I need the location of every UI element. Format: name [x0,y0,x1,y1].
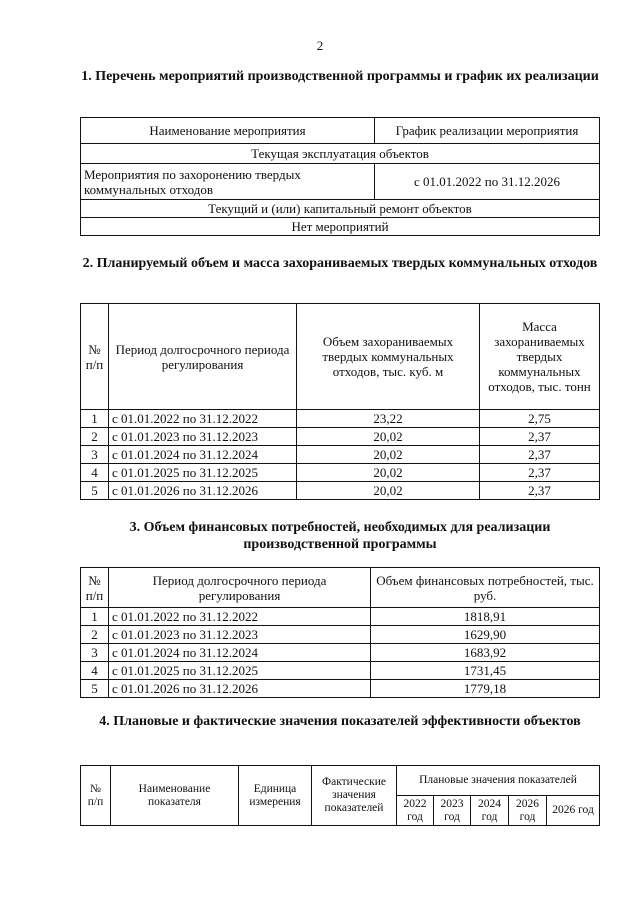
row-amount: 1629,90 [371,626,600,644]
row-amount: 1731,45 [371,662,600,680]
header-period: Период долгосрочного периода регулирования [109,568,371,608]
table-row [81,464,600,482]
group-current-operation: Текущая эксплуатация объектов [81,144,600,164]
table-row [81,608,600,626]
header-year: 2023 год [434,796,471,826]
header-volume: Объем захораниваемых твердых коммунальных отходов, тыс. куб. м [297,304,480,410]
row-amount: 1779,18 [371,680,600,698]
events-table [80,117,600,236]
header-planned-values: Плановые значения показателей [397,766,600,796]
table-row [81,680,600,698]
row-num: 1 [81,410,109,428]
header-year: 2024 год [471,796,509,826]
table-row [81,662,600,680]
row-period: с 01.01.2026 по 31.12.2026 [109,680,371,698]
row-period: с 01.01.2025 по 31.12.2025 [109,464,297,482]
row-mass: 2,37 [480,428,600,446]
row-mass: 2,37 [480,464,600,482]
section-2-title: 2. Планируемый объем и масса захораниваемых твердых коммунальных отходов [82,256,598,271]
efficiency-indicators-table [80,765,600,826]
event-name: Мероприятия по захоронению твердых коммунальных отходов [81,164,375,200]
row-period: с 01.01.2022 по 31.12.2022 [109,608,371,626]
waste-volume-table [80,303,600,500]
group-repair: Текущий и (или) капитальный ремонт объектов [81,200,600,218]
row-num: 5 [81,680,109,698]
row-period: с 01.01.2023 по 31.12.2023 [109,428,297,446]
row-period: с 01.01.2025 по 31.12.2025 [109,662,371,680]
row-num: 3 [81,644,109,662]
row-volume: 20,02 [297,446,480,464]
row-num: 5 [81,482,109,500]
table-row [81,626,600,644]
row-amount: 1683,92 [371,644,600,662]
row-num: 1 [81,608,109,626]
row-period: с 01.01.2022 по 31.12.2022 [109,410,297,428]
row-num: 4 [81,662,109,680]
table-row [81,644,600,662]
row-period: с 01.01.2024 по 31.12.2024 [109,644,371,662]
row-volume: 20,02 [297,482,480,500]
row-num: 2 [81,428,109,446]
header-event-name: Наименование мероприятия [81,118,375,144]
header-num: № п/п [81,304,109,410]
header-mass: Масса захораниваемых твердых коммунальных отходов, тыс. тонн [480,304,600,410]
header-indicator-name: Наименование показателя [111,766,239,826]
header-period: Период долгосрочного периода регулирования [109,304,297,410]
row-amount: 1818,91 [371,608,600,626]
section-4-title: 4. Плановые и фактические значения показателей эффективности объектов [99,714,581,729]
section-3-title: 3. Объем финансовых потребностей, необходимых для реализации производственной программы [129,520,551,552]
table-row [81,410,600,428]
header-unit: Единица измерения [239,766,312,826]
header-financial: Объем финансовых потребностей, тыс. руб. [371,568,600,608]
row-volume: 20,02 [297,464,480,482]
row-volume: 23,22 [297,410,480,428]
row-mass: 2,37 [480,482,600,500]
row-mass: 2,37 [480,446,600,464]
header-num: № п/п [81,766,111,826]
header-year: 2026 год [509,796,547,826]
row-period: с 01.01.2023 по 31.12.2023 [109,626,371,644]
table-row [81,428,600,446]
header-num: № п/п [81,568,109,608]
no-events: Нет мероприятий [81,218,600,236]
header-year: 2026 год [547,796,600,826]
event-schedule: с 01.01.2022 по 31.12.2026 [375,164,600,200]
row-num: 4 [81,464,109,482]
header-actual-values: Фактические значения показателей [312,766,397,826]
section-1-title: 1. Перечень мероприятий производственной программы и график их реализации [81,69,599,84]
header-event-schedule: График реализации мероприятия [375,118,600,144]
row-mass: 2,75 [480,410,600,428]
page-number: 2 [316,38,324,53]
row-period: с 01.01.2026 по 31.12.2026 [109,482,297,500]
financial-needs-table [80,567,600,698]
row-num: 3 [81,446,109,464]
row-num: 2 [81,626,109,644]
row-period: с 01.01.2024 по 31.12.2024 [109,446,297,464]
header-year: 2022 год [397,796,434,826]
row-volume: 20,02 [297,428,480,446]
table-row [81,482,600,500]
table-row [81,446,600,464]
